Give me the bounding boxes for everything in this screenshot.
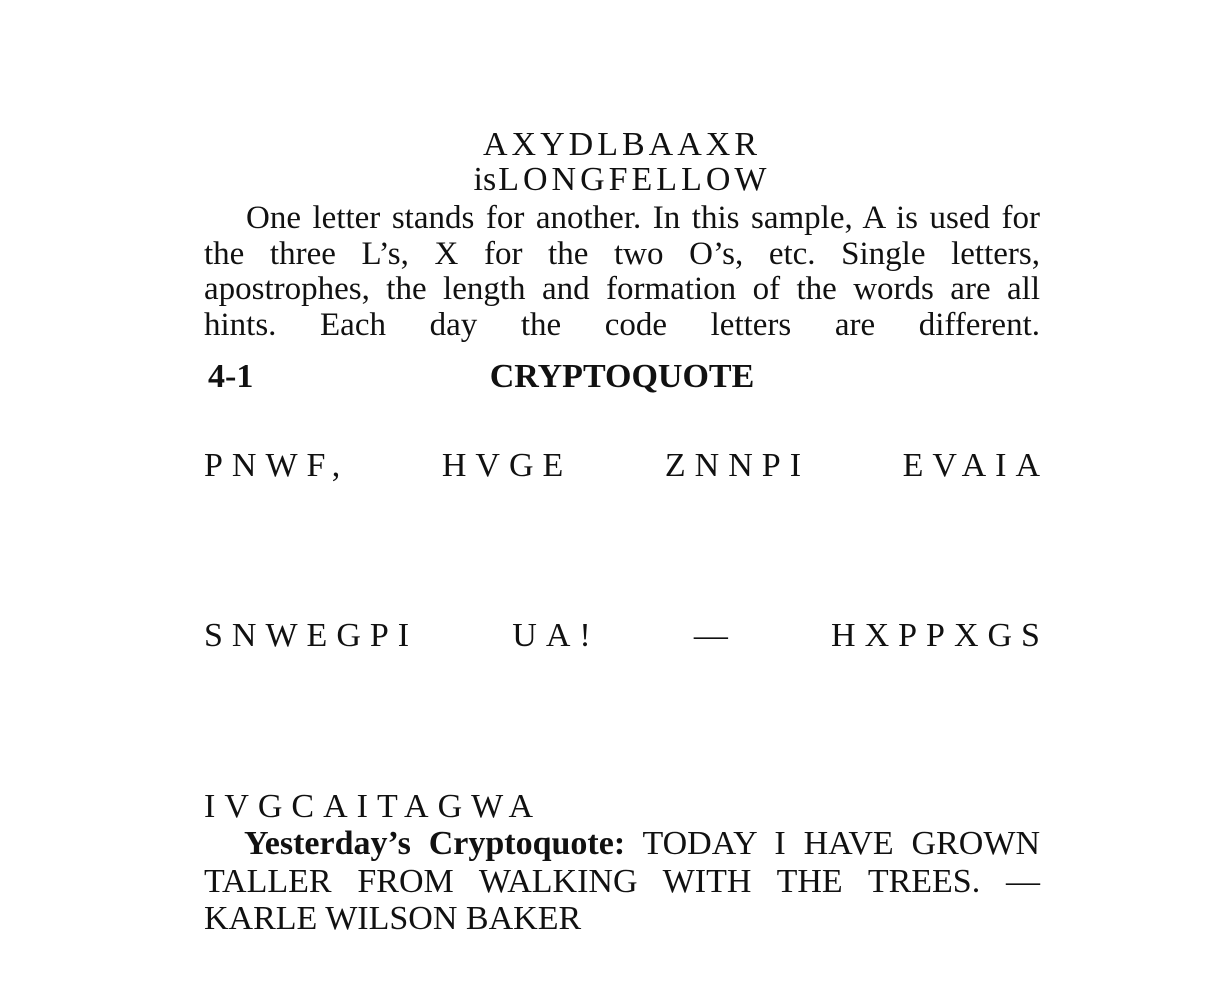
cipher-word[interactable]: ZNNPI bbox=[664, 447, 811, 484]
cipher-line-1 bbox=[204, 446, 1049, 486]
cipher-word[interactable]: EVAIA bbox=[902, 447, 1049, 484]
sample-is-word: is bbox=[473, 161, 497, 198]
cipher-line-2 bbox=[204, 616, 1049, 656]
cipher-line-3 bbox=[204, 787, 1040, 827]
yesterday-label: Yesterday’s Cryptoquote: bbox=[244, 825, 626, 862]
sample-plain-line bbox=[204, 162, 1040, 198]
cipher-word[interactable]: IVGCAITAGWA bbox=[204, 788, 543, 825]
puzzle-number: 4-1 bbox=[208, 358, 254, 395]
cipher-word[interactable]: HXPPXGS bbox=[831, 617, 1049, 654]
yesterday-answer-text: TODAY I HAVE GROWN TALLER FROM WALKING WITH THE TREES. — KARLE WILSON BAKER bbox=[204, 825, 1040, 937]
yesterday-answer bbox=[204, 825, 1040, 938]
cipher-word[interactable]: HVGE bbox=[441, 447, 573, 484]
cipher-dash: — bbox=[693, 617, 737, 654]
cipher-word[interactable]: UA! bbox=[512, 617, 600, 654]
cipher-word[interactable]: PNWF, bbox=[204, 447, 350, 484]
puzzle-title: CRYPTOQUOTE bbox=[489, 358, 755, 395]
sample-plain-text: LONGFELLOW bbox=[498, 161, 771, 198]
cipher-word[interactable]: SNWEGPI bbox=[204, 617, 419, 654]
sample-cipher-text: AXYDLBAAXR bbox=[483, 126, 761, 163]
instructions-text: One letter stands for another. In this sample, A is used for the three L’s, X for the two O’s, etc. Single letters, apostrophes, the length and formation of the words are all hints. Each day the code letters are different. bbox=[204, 200, 1040, 343]
